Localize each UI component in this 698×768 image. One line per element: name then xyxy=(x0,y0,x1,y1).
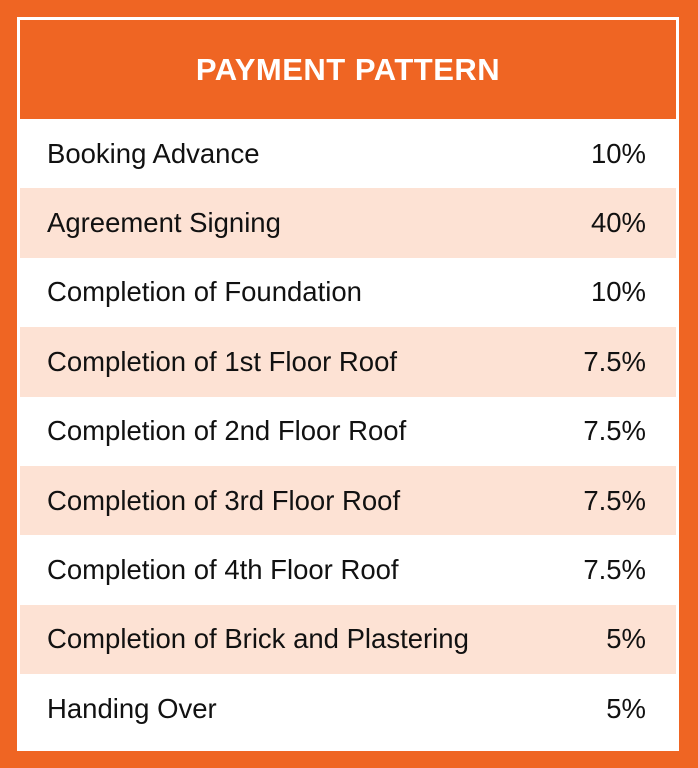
row-value: 7.5% xyxy=(583,415,646,447)
row-value: 7.5% xyxy=(583,484,646,516)
row-value: 7.5% xyxy=(583,554,646,586)
row-label: Completion of 3rd Floor Roof xyxy=(47,484,401,516)
row-value: 10% xyxy=(590,276,646,308)
row-value: 40% xyxy=(590,207,646,239)
table-row xyxy=(20,327,676,396)
row-label: Handing Over xyxy=(47,692,217,724)
row-label: Completion of 1st Floor Roof xyxy=(47,345,398,377)
payment-pattern-table xyxy=(17,17,679,751)
row-label: Agreement Signing xyxy=(47,207,281,239)
table-row xyxy=(20,258,676,327)
table-row xyxy=(20,535,676,604)
table-header xyxy=(20,20,676,119)
table-title: PAYMENT PATTERN xyxy=(195,51,501,87)
row-value: 10% xyxy=(590,137,646,169)
table-row xyxy=(20,466,676,535)
row-label: Completion of Brick and Plastering xyxy=(47,623,469,655)
table-row xyxy=(20,674,676,743)
row-value: 5% xyxy=(606,623,646,655)
table-row xyxy=(20,397,676,466)
row-label: Completion of 4th Floor Roof xyxy=(47,554,399,586)
row-value: 7.5% xyxy=(583,345,646,377)
row-label: Booking Advance xyxy=(47,137,260,169)
table-row xyxy=(20,605,676,674)
table-row xyxy=(20,119,676,188)
row-label: Completion of 2nd Floor Roof xyxy=(47,415,407,447)
table-body xyxy=(20,119,676,744)
row-value: 5% xyxy=(606,692,646,724)
table-row xyxy=(20,188,676,257)
row-label: Completion of Foundation xyxy=(47,276,362,308)
